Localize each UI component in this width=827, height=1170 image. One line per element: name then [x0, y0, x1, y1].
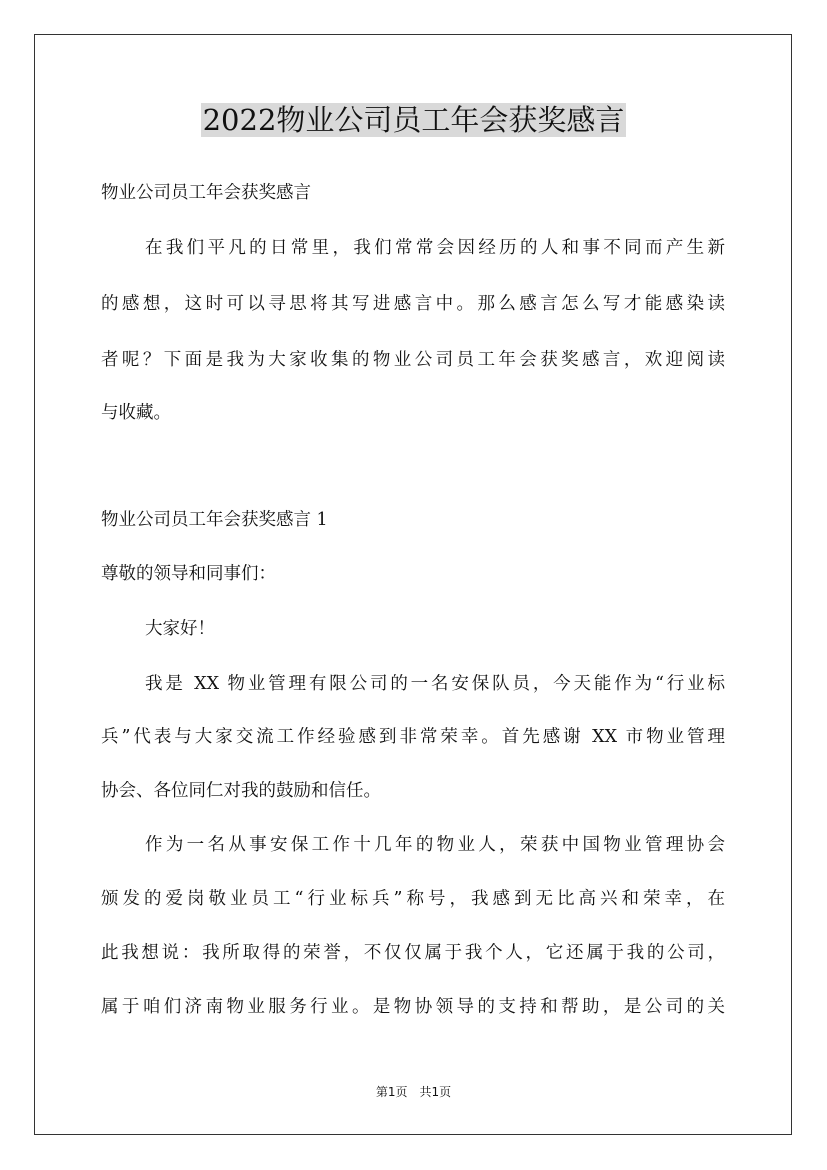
para1-line-2: 兵”代表与大家交流工作经验感到非常荣幸。首先感谢 XX 市物业管理 — [101, 727, 725, 747]
para2-line-1: 作为一名从事安保工作十几年的物业人，荣获中国物业管理协会 — [145, 835, 725, 855]
para2-line-4: 属于咱们济南物业服务行业。是物协领导的支持和帮助，是公司的关 — [101, 997, 725, 1017]
para2-line-2: 颁发的爱岗敬业员工“行业标兵”称号，我感到无比高兴和荣幸，在 — [101, 889, 725, 909]
intro-line-3: 者呢？下面是我为大家收集的物业公司员工年会获奖感言，欢迎阅读 — [101, 350, 725, 370]
para1-line-1: 我是 XX 物业管理有限公司的一名安保队员，今天能作为“行业标 — [145, 674, 725, 694]
section-heading: 物业公司员工年会获奖感言 1 — [101, 510, 328, 530]
page-number-footer: 第1页 共1页 — [375, 1085, 452, 1099]
greeting: 大家好！ — [145, 619, 215, 639]
document-subtitle: 物业公司员工年会获奖感言 — [101, 183, 311, 203]
document-title-text: 2022物业公司员工年会获奖感言 — [202, 103, 625, 137]
document-title — [0, 100, 827, 140]
intro-line-4: 与收藏。 — [101, 403, 171, 423]
para2-line-3: 此我想说：我所取得的荣誉，不仅仅属于我个人，它还属于我的公司， — [101, 943, 725, 963]
para1-line-3: 协会、各位同仁对我的鼓励和信任。 — [101, 781, 381, 801]
intro-line-2: 的感想，这时可以寻思将其写进感言中。那么感言怎么写才能感染读 — [101, 294, 725, 314]
intro-line-1: 在我们平凡的日常里，我们常常会因经历的人和事不同而产生新 — [145, 238, 725, 258]
salutation: 尊敬的领导和同事们： — [101, 564, 276, 584]
